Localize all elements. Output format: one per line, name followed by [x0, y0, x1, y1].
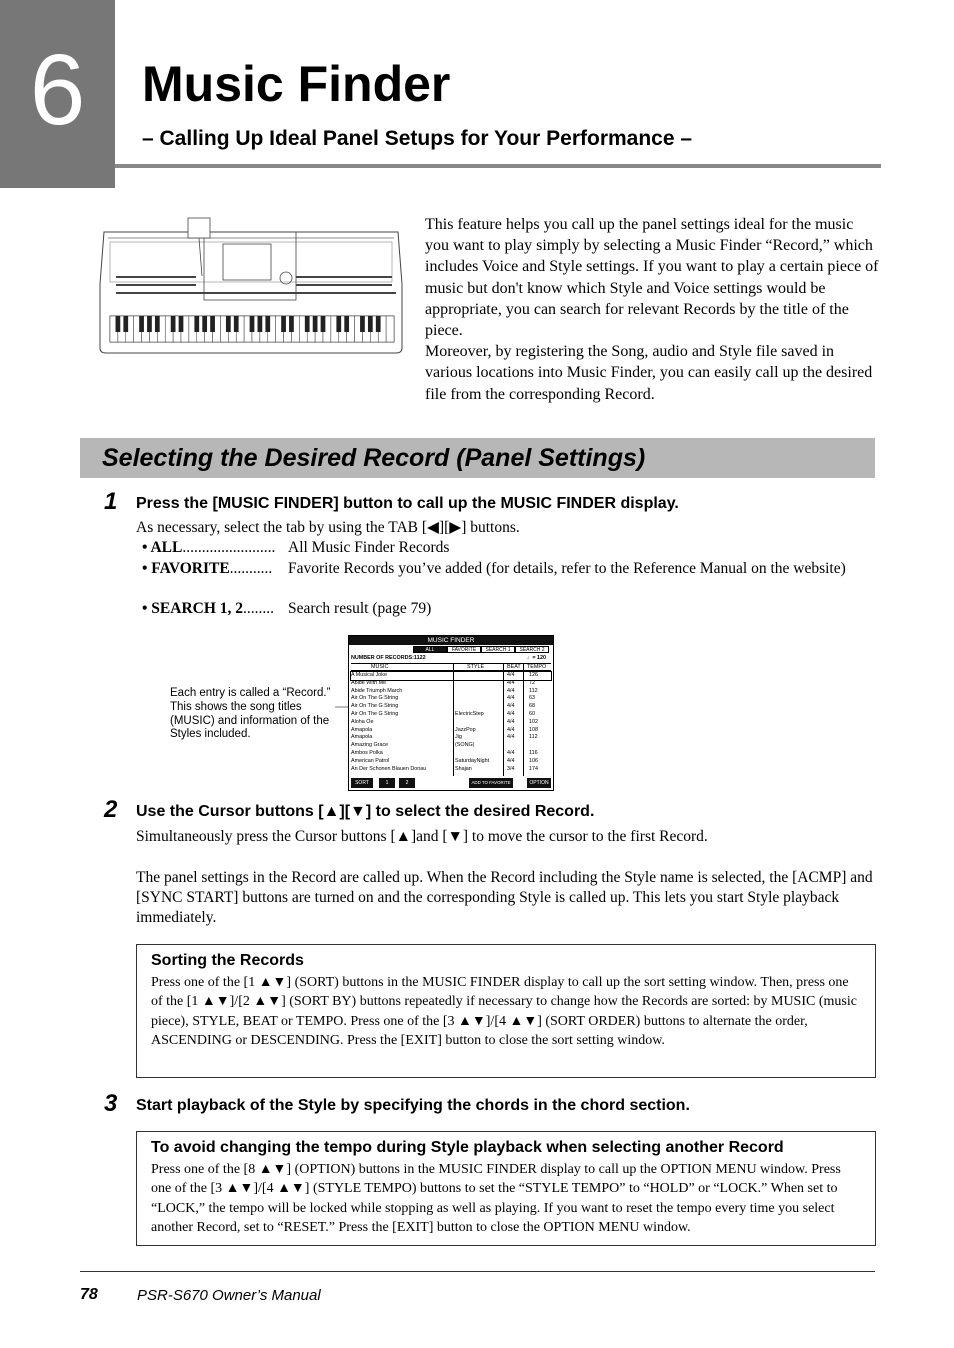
record-style: Jig [455, 734, 462, 741]
tab-leader: ........... [229, 560, 273, 577]
record-music: Air On The G String [351, 703, 399, 710]
step-1-heading: Press the [MUSIC FINDER] button to call up the MUSIC FINDER display. [136, 495, 679, 512]
list-item[interactable] [351, 750, 551, 758]
step-2-number: 2 [104, 796, 118, 823]
list-item[interactable] [351, 680, 551, 688]
col-style: STYLE [467, 664, 485, 670]
record-music: Air On The G String [351, 695, 399, 702]
black-key [202, 316, 207, 332]
record-tempo: 174 [529, 765, 538, 772]
list-item[interactable] [351, 695, 551, 703]
note-title: To avoid changing the tempo during Style playback when selecting another Record [151, 1139, 784, 1156]
tempo-readout: ♩= 120 [527, 655, 547, 661]
black-key [376, 316, 381, 332]
list-item[interactable] [351, 672, 551, 680]
black-key [210, 316, 215, 332]
chapter-number: 6 [29, 34, 86, 146]
section-title: Selecting the Desired Record (Panel Settings) [102, 444, 646, 472]
record-music: Abide With Me [351, 679, 387, 686]
record-music: Amapola [351, 734, 373, 741]
record-beat: 4/4 [507, 726, 515, 733]
tab-label: • FAVORITE [142, 560, 230, 577]
record-music: Abide Triumph March [351, 687, 403, 694]
screen-header-row [351, 663, 551, 671]
record-tempo: 63 [529, 695, 535, 702]
black-key [265, 316, 270, 332]
record-tempo: 102 [529, 718, 538, 725]
record-style: (SONG) [455, 742, 475, 749]
step-3-number: 3 [104, 1090, 118, 1117]
black-key [289, 316, 294, 332]
record-beat: 4/4 [507, 711, 515, 717]
record-tempo: 112 [529, 687, 538, 694]
record-style: Shajan [455, 765, 472, 772]
tab-item-favorite [142, 559, 272, 579]
black-key [258, 316, 263, 332]
tab-leader: ........................ [182, 539, 276, 556]
column-divider [523, 663, 524, 776]
record-music: Air On The G String [351, 711, 399, 717]
step-3-heading: Start playback of the Style by specifying the chords in the chord section. [136, 1097, 690, 1114]
black-key [360, 316, 365, 332]
page-subtitle: – Calling Up Ideal Panel Setups for Your Performance – [142, 127, 693, 150]
record-beat: 4/4 [507, 679, 515, 686]
record-beat: 4/4 [507, 672, 515, 678]
black-key [147, 316, 152, 332]
tab-desc-favorite: Favorite Records you’ve added (for details, refer to the Reference Manual on the website) [288, 560, 846, 577]
black-key [139, 316, 144, 332]
screen-tab-favorite[interactable]: FAVORITE [447, 646, 481, 653]
black-key [313, 316, 318, 332]
black-key [368, 316, 373, 332]
list-item[interactable] [351, 711, 551, 719]
record-beat: 3/4 [507, 765, 515, 772]
black-key [336, 316, 341, 332]
black-key [123, 316, 128, 332]
step-1-number: 1 [104, 488, 118, 515]
black-key [171, 316, 176, 332]
page-title: Music Finder [142, 56, 451, 112]
record-music: A Musical Joke [351, 672, 387, 678]
record-beat: 4/4 [507, 757, 515, 764]
tab-label: • ALL [142, 539, 183, 556]
list-item[interactable] [351, 719, 551, 727]
record-style: SaturdayNight [455, 757, 490, 764]
col-music: MUSIC [371, 664, 389, 670]
screen-button-1[interactable]: 1 [379, 778, 395, 788]
record-beat: 4/4 [507, 695, 515, 702]
record-music: Amazing Grace [351, 742, 389, 749]
screen-tab-search-1[interactable]: SEARCH 1 [481, 646, 515, 653]
step-2-paragraph-1: Simultaneously press the Cursor buttons [▲]and [▼] to move the cursor to the first Record. [136, 828, 708, 845]
screen-option-button[interactable]: OPTION [527, 778, 551, 788]
black-key [234, 316, 239, 332]
note-title: Sorting the Records [151, 952, 304, 969]
record-beat: 4/4 [507, 750, 515, 756]
title-rule [115, 164, 881, 168]
record-beat: 4/4 [507, 687, 515, 694]
record-music: Amapola [351, 726, 373, 733]
intro-paragraph-1: This feature helps you call up the panel settings ideal for the music you want to play simply by selecting a Music Finder “Record,” which includes Voice and Style settings. If you want to play a certain piece of music but don't know which Style and Voice settings would be appropriate, you can search for relevant Records by the title of the piece. [425, 216, 879, 340]
note-body: Press one of the [1 ▲▼] (SORT) buttons in the MUSIC FINDER display to call up the sort setting window. Then, press one of the [1 ▲▼]/[2 ▲▼] (SORT BY) buttons repeatedly if necessary to change how the Records are sorted: by MUSIC (music piece), STYLE, BEAT or TEMPO. Press one of the [3 ▲▼]/[4 ▲▼] (SORT ORDER) buttons to alternate the order, ASCENDING or DESCENDING. Press the [EXIT] button to close the sort setting window. [151, 975, 857, 1049]
list-item[interactable] [351, 758, 551, 766]
page-number: 78 [80, 1286, 98, 1303]
black-key [155, 316, 160, 332]
screen-add-favorite-button[interactable]: ADD TO FAVORITE [469, 778, 513, 788]
manual-name: PSR-S670 Owner’s Manual [137, 1287, 321, 1304]
step-1-instruction: As necessary, select the tab by using the TAB [◀][▶] buttons. [136, 519, 520, 536]
record-beat: 4/4 [507, 734, 515, 741]
record-music: Aloha Oe [351, 718, 374, 725]
screen-sort-button[interactable]: SORT [351, 778, 373, 788]
record-beat: 4/4 [507, 718, 515, 725]
screen-count-row [351, 655, 551, 663]
black-key [250, 316, 255, 332]
screen-caption: Each entry is called a “Record.” This shows the song titles (MUSIC) and information of the Styles included. [170, 687, 331, 741]
tab-item-search [142, 599, 274, 619]
list-item[interactable] [351, 742, 551, 750]
step-2-paragraph-2: The panel settings in the Record are called up. When the Record including the Style name is selected, the [ACMP] and [SYNC START] buttons are turned on and the corresponding Style is called up. This lets you start Style playback immediately. [136, 869, 873, 926]
music-finder-screen [348, 635, 554, 791]
tab-leader: ........ [243, 600, 275, 617]
record-tempo: 106 [529, 757, 538, 764]
record-beat: 4/4 [507, 703, 515, 710]
record-music: Ambos Polka [351, 750, 383, 756]
record-tempo: 112 [529, 734, 538, 741]
column-divider [503, 663, 504, 776]
screen-tab-all[interactable]: ALL [413, 646, 447, 653]
record-tempo: 116 [529, 750, 538, 756]
col-beat: BEAT [507, 664, 521, 670]
list-item[interactable] [351, 734, 551, 742]
list-item[interactable] [351, 703, 551, 711]
black-key [226, 316, 231, 332]
record-tempo: 60 [529, 711, 535, 717]
tab-desc-all: All Music Finder Records [288, 539, 450, 556]
record-tempo: 126 [529, 672, 538, 678]
tab-desc-search: Search result (page 79) [288, 600, 432, 617]
note-body: Press one of the [8 ▲▼] (OPTION) buttons in the MUSIC FINDER display to call up the OPTION MENU window. Press one of the [3 ▲▼]/[4 ▲▼] (STYLE TEMPO) buttons to set the “STYLE TEMPO” to “HOLD” or “LOCK.” When set to “LOCK,” the tempo will be locked while stopping as well as playing. If you want to reset the tempo every time you select another Record, set to “RESET.” Press the [EXIT] button to close the OPTION MENU window. [151, 1162, 841, 1236]
note-sorting-records [136, 944, 876, 1078]
record-tempo: 108 [529, 726, 538, 733]
list-item[interactable] [351, 766, 551, 774]
column-divider [453, 663, 454, 776]
screen-title: MUSIC FINDER [349, 636, 553, 645]
intro-paragraph-2: Moreover, by registering the Song, audio and Style file saved in various locations into Music Finder, you can easily call up the desired file from the corresponding Record. [425, 343, 873, 403]
tab-label: • SEARCH 1, 2 [142, 600, 244, 617]
record-style: ElectricStep [455, 711, 484, 717]
screen-tab-search-2[interactable]: SEARCH 2 [515, 646, 549, 653]
black-key [281, 316, 286, 332]
col-tempo: TEMPO [527, 664, 547, 670]
white-key [386, 316, 394, 342]
black-key [344, 316, 349, 332]
tab-item-all [142, 538, 275, 558]
black-key [305, 316, 310, 332]
list-item[interactable] [351, 688, 551, 696]
record-music: American Patrol [351, 757, 390, 764]
list-item[interactable] [351, 727, 551, 735]
black-key [194, 316, 199, 332]
black-key [179, 316, 184, 332]
footer-rule [80, 1271, 875, 1272]
note-tempo-lock [136, 1131, 876, 1246]
black-key [321, 316, 326, 332]
step-2-heading: Use the Cursor buttons [▲][▼] to select the desired Record. [136, 803, 595, 820]
record-tempo: 68 [529, 703, 535, 710]
screen-button-2[interactable]: 2 [399, 778, 415, 788]
record-music: An Der Schonen Blauen Donau [351, 765, 427, 772]
record-tempo: 72 [529, 679, 535, 686]
keyboard-illustration [96, 214, 406, 356]
intro-text [425, 214, 880, 405]
black-key [116, 316, 121, 332]
record-style: JazzPop [455, 726, 476, 733]
record-count: NUMBER OF RECORDS:1122 [351, 655, 426, 661]
